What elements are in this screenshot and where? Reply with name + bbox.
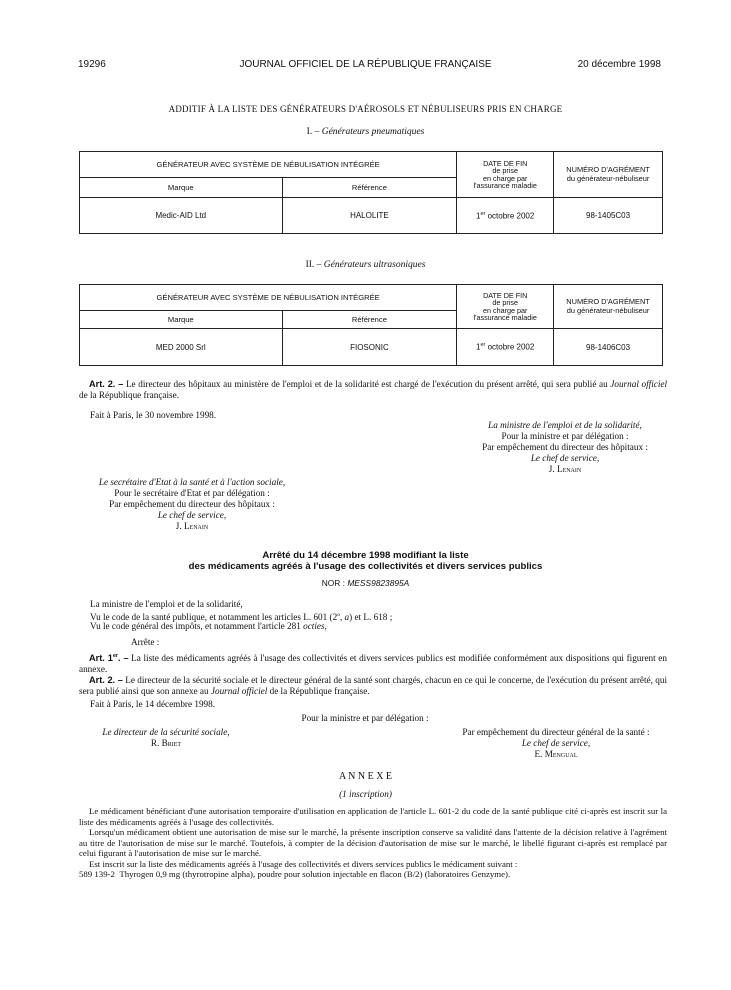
col-header-marque: Marque [80,178,283,198]
section1-title: Générateurs pneumatiques [321,127,425,137]
arrete-word: Arrête : [131,637,160,647]
art2-arrete-paragraph: Art. 2. – Le directeur de la sécurité sociale et le directeur général de la santé sont chargés, chacun en ce qui le concerne, de l'exécution du présent arrêté, qui sera publié ainsi que son annexe au Journal officiel de la République française. [79,675,667,696]
pour-ministre: Pour la ministre et par délégation : [301,713,429,723]
annexe-paragraph-1: Le médicament bénéficiant d'une autorisation temporaire d'utilisation en application de l'article L. 601-2 du code de la santé publique cité ci-après est inscrit sur la liste des médicaments agréés à l'usage des collectivités. [79,806,667,827]
annexe-paragraph-2: Lorsqu'un médicament obtient une autorisation de mise sur le marché, la présente inscription conserve sa validité dans l'attente de la décision relative à l'agrément au titre de l'autorisation de mise sur le marché. Toutefois, à compter de la décision d'autorisation de mise sur le marché, le libellé figurant ci-après est remplacé par celui figurant à l'autorisation de mise sur le marché. [79,827,667,858]
section2-heading [0,260,731,270]
page-number: 19296 [78,59,106,70]
table-row [80,329,663,366]
section2-title: Générateurs ultrasoniques [323,260,426,270]
col-header-reference: Référence [282,311,457,329]
cell-reference: FIOSONIC [282,329,457,366]
col-header-date: DATE DE FIN de prise en charge par l'assurance maladie [457,285,554,329]
cell-numero: 98-1406C03 [554,329,663,366]
cell-date: 1er octobre 2002 [457,198,554,234]
art1-paragraph: Art. 1er. – La liste des médicaments agréés à l'usage des collectivités et divers services publics est modifiée conformément aux dispositions qui figurent en annexe. [79,653,667,675]
intro-ministre: La ministre de l'emploi et de la solidarité, [90,599,243,609]
medicament-item [79,869,510,880]
col-header-reference: Référence [282,178,457,198]
medicament-label: Thyrogen 0,9 mg (thyrotropine alpha), poudre pour solution injectable en flacon (B/2) (laboratoires Genzyme). [119,869,511,879]
section1-number: I. – [306,127,320,137]
journal-title: JOURNAL OFFICIEL DE LA RÉPUBLIQUE FRANÇAISE [239,59,492,70]
cell-reference: HALOLITE [282,198,457,234]
table-group-header: GÉNÉRATEUR AVEC SYSTÈME DE NÉBULISATION INTÉGRÉE [80,285,457,311]
medicament-code: 589 139-2 [79,869,115,879]
table-group-header: GÉNÉRATEUR AVEC SYSTÈME DE NÉBULISATION INTÉGRÉE [80,152,457,178]
section2-number: II. – [305,260,322,270]
art2-paragraph: Art. 2. – Le directeur des hôpitaux au ministère de l'emploi et de la solidarité est chargé de l'exécution du présent arrêté, qui sera publié au Journal officiel de la République française. [79,379,668,400]
col-header-marque: Marque [80,311,283,329]
col-header-numero: NUMÉRO D'AGRÉMENT du générateur-nébuliseur [554,152,663,198]
additif-title: ADDITIF À LA LISTE DES GÉNÉRATEURS D'AÉROSOLS ET NÉBULISEURS PRIS EN CHARGE [168,104,563,114]
section1-heading [0,127,731,137]
signature-ministre: La ministre de l'emploi et de la solidarité, Pour la ministre et par délégation : Par empêchement du directeur des hôpitaux : Le chef de service, J. Lenain [482,420,648,474]
cell-date: 1er octobre 2002 [457,329,554,366]
fait-1: Fait à Paris, le 30 novembre 1998. [90,410,217,420]
table-row [80,198,663,234]
nor-reference: NOR : MESS9823895A [321,578,410,588]
col-header-date: DATE DE FIN de prise en charge par l'assurance maladie [457,152,554,198]
annexe-paragraph-3: Est inscrit sur la liste des médicaments agréés à l'usage des collectivités et divers services publics le médicament suivant : [89,859,518,869]
arrete-title: Arrêté du 14 décembre 1998 modifiant la liste des médicaments agréés à l'usage des collectivités et divers services publics [188,550,543,572]
intro-code-sante: Vu le code de la santé publique, et notamment les articles L. 601 (2$^o$, a) et L. 618 ; [90,612,393,623]
intro-code-impots: Vu le code général des impôts, et notamment l'article 281 octies, [90,621,327,631]
annexe-subtitle: (1 inscription) [339,789,392,799]
signature-secretaire: Le secrétaire d'Etat à la santé et à l'action sociale, Pour le secrétaire d'Etat et par délégation : Par empêchement du directeur des hôpitaux : Le chef de service, J. Lenain [98,477,286,531]
signature-directeur-sante: Par empêchement du directeur général de la santé : Le chef de service, E. Mengual [462,727,650,759]
fait-2: Fait à Paris, le 14 décembre 1998. [90,699,216,709]
cell-marque: Medic-AID Ltd [80,198,283,234]
issue-date: 20 décembre 1998 [577,59,661,70]
table-ultrasoniques [79,284,663,366]
annexe-title: A N N E X E [338,771,393,782]
cell-marque: MED 2000 Srl [80,329,283,366]
signature-directeur-secu: Le directeur de la sécurité sociale, R. Briet [102,727,230,748]
col-header-numero: NUMÉRO D'AGRÉMENT du générateur-nébuliseur [554,285,663,329]
table-pneumatiques [79,151,663,234]
cell-numero: 98-1405C03 [554,198,663,234]
